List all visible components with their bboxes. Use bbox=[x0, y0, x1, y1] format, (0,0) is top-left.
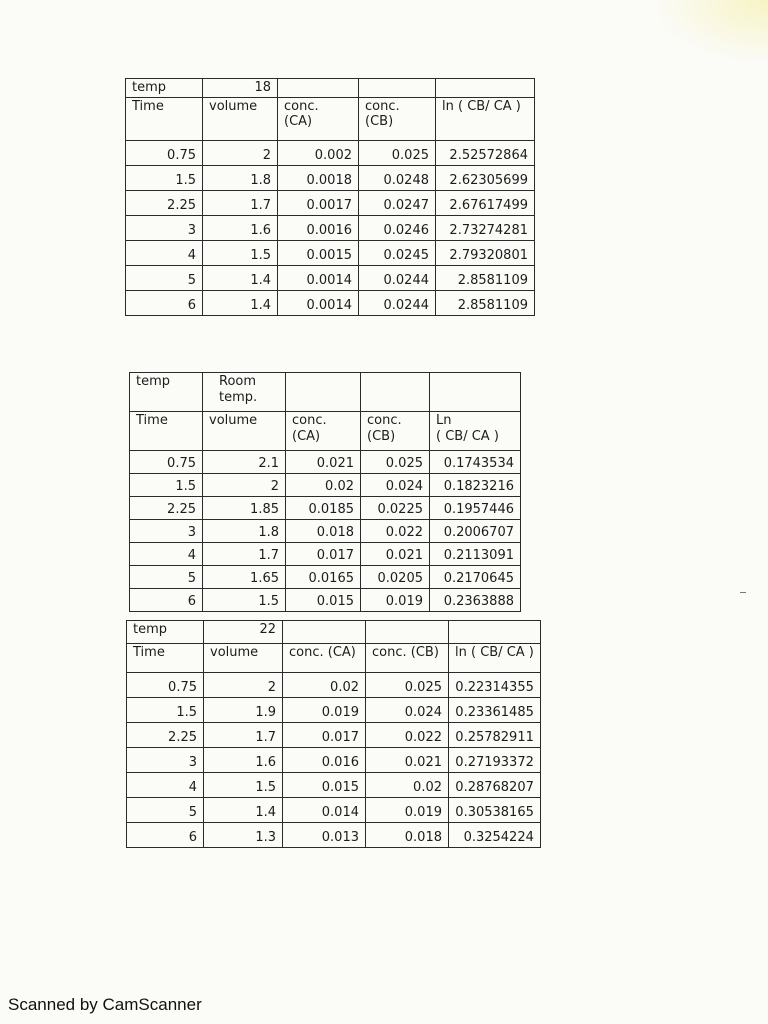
cell-ln: 2.52572864 bbox=[436, 140, 535, 165]
table-row bbox=[130, 543, 521, 566]
table-row bbox=[127, 723, 541, 748]
cell-conc-a: 0.0017 bbox=[278, 190, 359, 215]
cell-time: 4 bbox=[127, 773, 204, 798]
cell-volume: 2 bbox=[204, 673, 283, 698]
cell-conc-a: 0.017 bbox=[283, 723, 366, 748]
cell-volume: 1.8 bbox=[203, 520, 286, 543]
header-conc-b-line1: conc. bbox=[367, 413, 402, 428]
table-row bbox=[130, 520, 521, 543]
cell-time: 0.75 bbox=[126, 140, 203, 165]
header-conc-a bbox=[278, 97, 359, 140]
empty-cell bbox=[359, 79, 436, 98]
header-conc-b-line2: (CB) bbox=[365, 114, 394, 130]
header-ln-line2: ( CB/ CA ) bbox=[436, 428, 499, 444]
stray-mark bbox=[740, 592, 746, 593]
cell-conc-b: 0.024 bbox=[361, 474, 430, 497]
cell-ln: 0.2006707 bbox=[430, 520, 521, 543]
header-ln bbox=[430, 412, 521, 451]
cell-conc-a: 0.002 bbox=[278, 140, 359, 165]
cell-ln: 0.1957446 bbox=[430, 497, 521, 520]
table-header-row bbox=[126, 97, 535, 140]
cell-conc-b: 0.019 bbox=[361, 589, 430, 612]
cell-conc-a: 0.016 bbox=[283, 748, 366, 773]
cell-conc-b: 0.0225 bbox=[361, 497, 430, 520]
cell-time: 3 bbox=[126, 215, 203, 240]
table-row bbox=[130, 497, 521, 520]
cell-volume: 1.6 bbox=[204, 748, 283, 773]
empty-cell bbox=[283, 621, 366, 644]
cell-volume: 1.7 bbox=[203, 543, 286, 566]
cell-volume: 1.5 bbox=[204, 773, 283, 798]
table-row bbox=[126, 165, 535, 190]
cell-time: 4 bbox=[130, 543, 203, 566]
header-conc-b-line2: (CB) bbox=[367, 428, 396, 444]
cell-ln: 2.73274281 bbox=[436, 215, 535, 240]
cell-ln: 0.1823216 bbox=[430, 474, 521, 497]
header-conc-b bbox=[361, 412, 430, 451]
cell-conc-a: 0.015 bbox=[283, 773, 366, 798]
temp-label: temp bbox=[126, 79, 203, 98]
cell-ln: 0.2170645 bbox=[430, 566, 521, 589]
cell-time: 4 bbox=[126, 240, 203, 265]
cell-conc-b: 0.0244 bbox=[359, 290, 436, 315]
cell-volume: 2 bbox=[203, 140, 278, 165]
table-temp-18 bbox=[125, 78, 535, 316]
cell-conc-a: 0.02 bbox=[286, 474, 361, 497]
header-conc-b bbox=[359, 97, 436, 140]
cell-volume: 1.9 bbox=[204, 698, 283, 723]
table-row bbox=[127, 798, 541, 823]
cell-ln: 0.1743534 bbox=[430, 451, 521, 474]
cell-ln: 2.79320801 bbox=[436, 240, 535, 265]
cell-conc-b: 0.024 bbox=[366, 698, 449, 723]
header-volume: volume bbox=[203, 97, 278, 140]
cell-conc-a: 0.015 bbox=[286, 589, 361, 612]
cell-ln: 0.2113091 bbox=[430, 543, 521, 566]
cell-conc-a: 0.0014 bbox=[278, 265, 359, 290]
table-header-row bbox=[130, 412, 521, 451]
cell-conc-b: 0.0246 bbox=[359, 215, 436, 240]
cell-conc-b: 0.0247 bbox=[359, 190, 436, 215]
cell-volume: 1.65 bbox=[203, 566, 286, 589]
cell-volume: 1.3 bbox=[204, 823, 283, 848]
cell-ln: 0.27193372 bbox=[449, 748, 541, 773]
cell-conc-a: 0.0185 bbox=[286, 497, 361, 520]
cell-time: 1.5 bbox=[127, 698, 204, 723]
cell-volume: 1.4 bbox=[204, 798, 283, 823]
cell-volume: 1.6 bbox=[203, 215, 278, 240]
cell-ln: 0.3254224 bbox=[449, 823, 541, 848]
empty-cell bbox=[449, 621, 541, 644]
cell-time: 5 bbox=[130, 566, 203, 589]
cell-conc-b: 0.025 bbox=[359, 140, 436, 165]
paper-background-tint bbox=[658, 0, 768, 60]
table-temp-row bbox=[127, 621, 541, 644]
cell-conc-a: 0.013 bbox=[283, 823, 366, 848]
cell-time: 6 bbox=[127, 823, 204, 848]
table-row bbox=[126, 190, 535, 215]
temp-value: Room temp. bbox=[203, 373, 286, 412]
header-ln: ln ( CB/ CA ) bbox=[449, 644, 541, 673]
temp-value: 22 bbox=[204, 621, 283, 644]
table-row bbox=[126, 265, 535, 290]
cell-conc-b: 0.0248 bbox=[359, 165, 436, 190]
table-temp-room bbox=[129, 372, 521, 612]
header-conc-a-line1: conc. bbox=[292, 413, 327, 428]
cell-volume: 1.5 bbox=[203, 589, 286, 612]
cell-conc-b: 0.0244 bbox=[359, 265, 436, 290]
cell-conc-b: 0.021 bbox=[366, 748, 449, 773]
empty-cell bbox=[286, 373, 361, 412]
cell-ln: 0.2363888 bbox=[430, 589, 521, 612]
scanner-watermark: Scanned by CamScanner bbox=[8, 995, 202, 1014]
header-time: Time bbox=[126, 97, 203, 140]
table-row bbox=[130, 566, 521, 589]
cell-ln: 0.30538165 bbox=[449, 798, 541, 823]
cell-time: 2.25 bbox=[126, 190, 203, 215]
header-volume: volume bbox=[203, 412, 286, 451]
cell-volume: 2.1 bbox=[203, 451, 286, 474]
cell-time: 6 bbox=[130, 589, 203, 612]
cell-time: 2.25 bbox=[130, 497, 203, 520]
cell-volume: 1.7 bbox=[204, 723, 283, 748]
cell-conc-a: 0.0015 bbox=[278, 240, 359, 265]
empty-cell bbox=[278, 79, 359, 98]
cell-time: 3 bbox=[130, 520, 203, 543]
cell-conc-b: 0.025 bbox=[361, 451, 430, 474]
cell-ln: 0.28768207 bbox=[449, 773, 541, 798]
header-conc-a: conc. (CA) bbox=[283, 644, 366, 673]
cell-time: 5 bbox=[126, 265, 203, 290]
cell-ln: 2.62305699 bbox=[436, 165, 535, 190]
table-row bbox=[126, 240, 535, 265]
header-volume: volume bbox=[204, 644, 283, 673]
table-row bbox=[126, 215, 535, 240]
cell-volume: 2 bbox=[203, 474, 286, 497]
table-row bbox=[126, 140, 535, 165]
cell-conc-a: 0.0018 bbox=[278, 165, 359, 190]
cell-time: 6 bbox=[126, 290, 203, 315]
cell-time: 0.75 bbox=[127, 673, 204, 698]
cell-time: 1.5 bbox=[126, 165, 203, 190]
cell-volume: 1.7 bbox=[203, 190, 278, 215]
table-row bbox=[126, 290, 535, 315]
cell-ln: 2.8581109 bbox=[436, 265, 535, 290]
cell-time: 1.5 bbox=[130, 474, 203, 497]
header-conc-a-line1: conc. bbox=[284, 98, 319, 114]
table-temp-22 bbox=[126, 620, 541, 848]
table-header-row bbox=[127, 644, 541, 673]
cell-conc-a: 0.018 bbox=[286, 520, 361, 543]
header-time: Time bbox=[130, 412, 203, 451]
header-conc-a bbox=[286, 412, 361, 451]
table-row bbox=[127, 673, 541, 698]
cell-conc-a: 0.0014 bbox=[278, 290, 359, 315]
table-temp-row bbox=[126, 79, 535, 98]
header-conc-a-line2: (CA) bbox=[292, 428, 321, 444]
empty-cell bbox=[366, 621, 449, 644]
cell-ln: 2.8581109 bbox=[436, 290, 535, 315]
cell-time: 3 bbox=[127, 748, 204, 773]
cell-volume: 1.8 bbox=[203, 165, 278, 190]
header-conc-b: conc. (CB) bbox=[366, 644, 449, 673]
cell-conc-b: 0.022 bbox=[366, 723, 449, 748]
cell-conc-b: 0.022 bbox=[361, 520, 430, 543]
cell-ln: 0.25782911 bbox=[449, 723, 541, 748]
cell-conc-b: 0.02 bbox=[366, 773, 449, 798]
temp-value: 18 bbox=[203, 79, 278, 98]
cell-volume: 1.4 bbox=[203, 265, 278, 290]
header-ln bbox=[436, 97, 535, 140]
cell-ln: 2.67617499 bbox=[436, 190, 535, 215]
cell-conc-b: 0.018 bbox=[366, 823, 449, 848]
cell-conc-a: 0.0165 bbox=[286, 566, 361, 589]
cell-conc-a: 0.0016 bbox=[278, 215, 359, 240]
cell-conc-a: 0.019 bbox=[283, 698, 366, 723]
temp-label: temp bbox=[130, 373, 203, 412]
cell-conc-a: 0.017 bbox=[286, 543, 361, 566]
header-conc-a-line2: (CA) bbox=[284, 114, 313, 130]
cell-conc-a: 0.021 bbox=[286, 451, 361, 474]
table-row bbox=[127, 748, 541, 773]
cell-conc-a: 0.014 bbox=[283, 798, 366, 823]
empty-cell bbox=[361, 373, 430, 412]
table-temp-row bbox=[130, 373, 521, 412]
cell-time: 0.75 bbox=[130, 451, 203, 474]
table-row bbox=[127, 823, 541, 848]
header-ln-line1: ln ( CB/ CA ) bbox=[442, 98, 521, 114]
empty-cell bbox=[430, 373, 521, 412]
table-row bbox=[130, 451, 521, 474]
cell-time: 2.25 bbox=[127, 723, 204, 748]
cell-conc-a: 0.02 bbox=[283, 673, 366, 698]
cell-conc-b: 0.021 bbox=[361, 543, 430, 566]
header-time: Time bbox=[127, 644, 204, 673]
cell-conc-b: 0.019 bbox=[366, 798, 449, 823]
header-ln-line1: Ln bbox=[436, 413, 452, 428]
cell-volume: 1.5 bbox=[203, 240, 278, 265]
header-conc-b-line1: conc. bbox=[365, 98, 400, 114]
cell-conc-b: 0.025 bbox=[366, 673, 449, 698]
table-row bbox=[127, 773, 541, 798]
cell-time: 5 bbox=[127, 798, 204, 823]
table-row bbox=[130, 589, 521, 612]
cell-conc-b: 0.0245 bbox=[359, 240, 436, 265]
cell-volume: 1.85 bbox=[203, 497, 286, 520]
cell-conc-b: 0.0205 bbox=[361, 566, 430, 589]
temp-label: temp bbox=[127, 621, 204, 644]
table-row bbox=[130, 474, 521, 497]
cell-ln: 0.22314355 bbox=[449, 673, 541, 698]
cell-ln: 0.23361485 bbox=[449, 698, 541, 723]
empty-cell bbox=[436, 79, 535, 98]
table-row bbox=[127, 698, 541, 723]
cell-volume: 1.4 bbox=[203, 290, 278, 315]
